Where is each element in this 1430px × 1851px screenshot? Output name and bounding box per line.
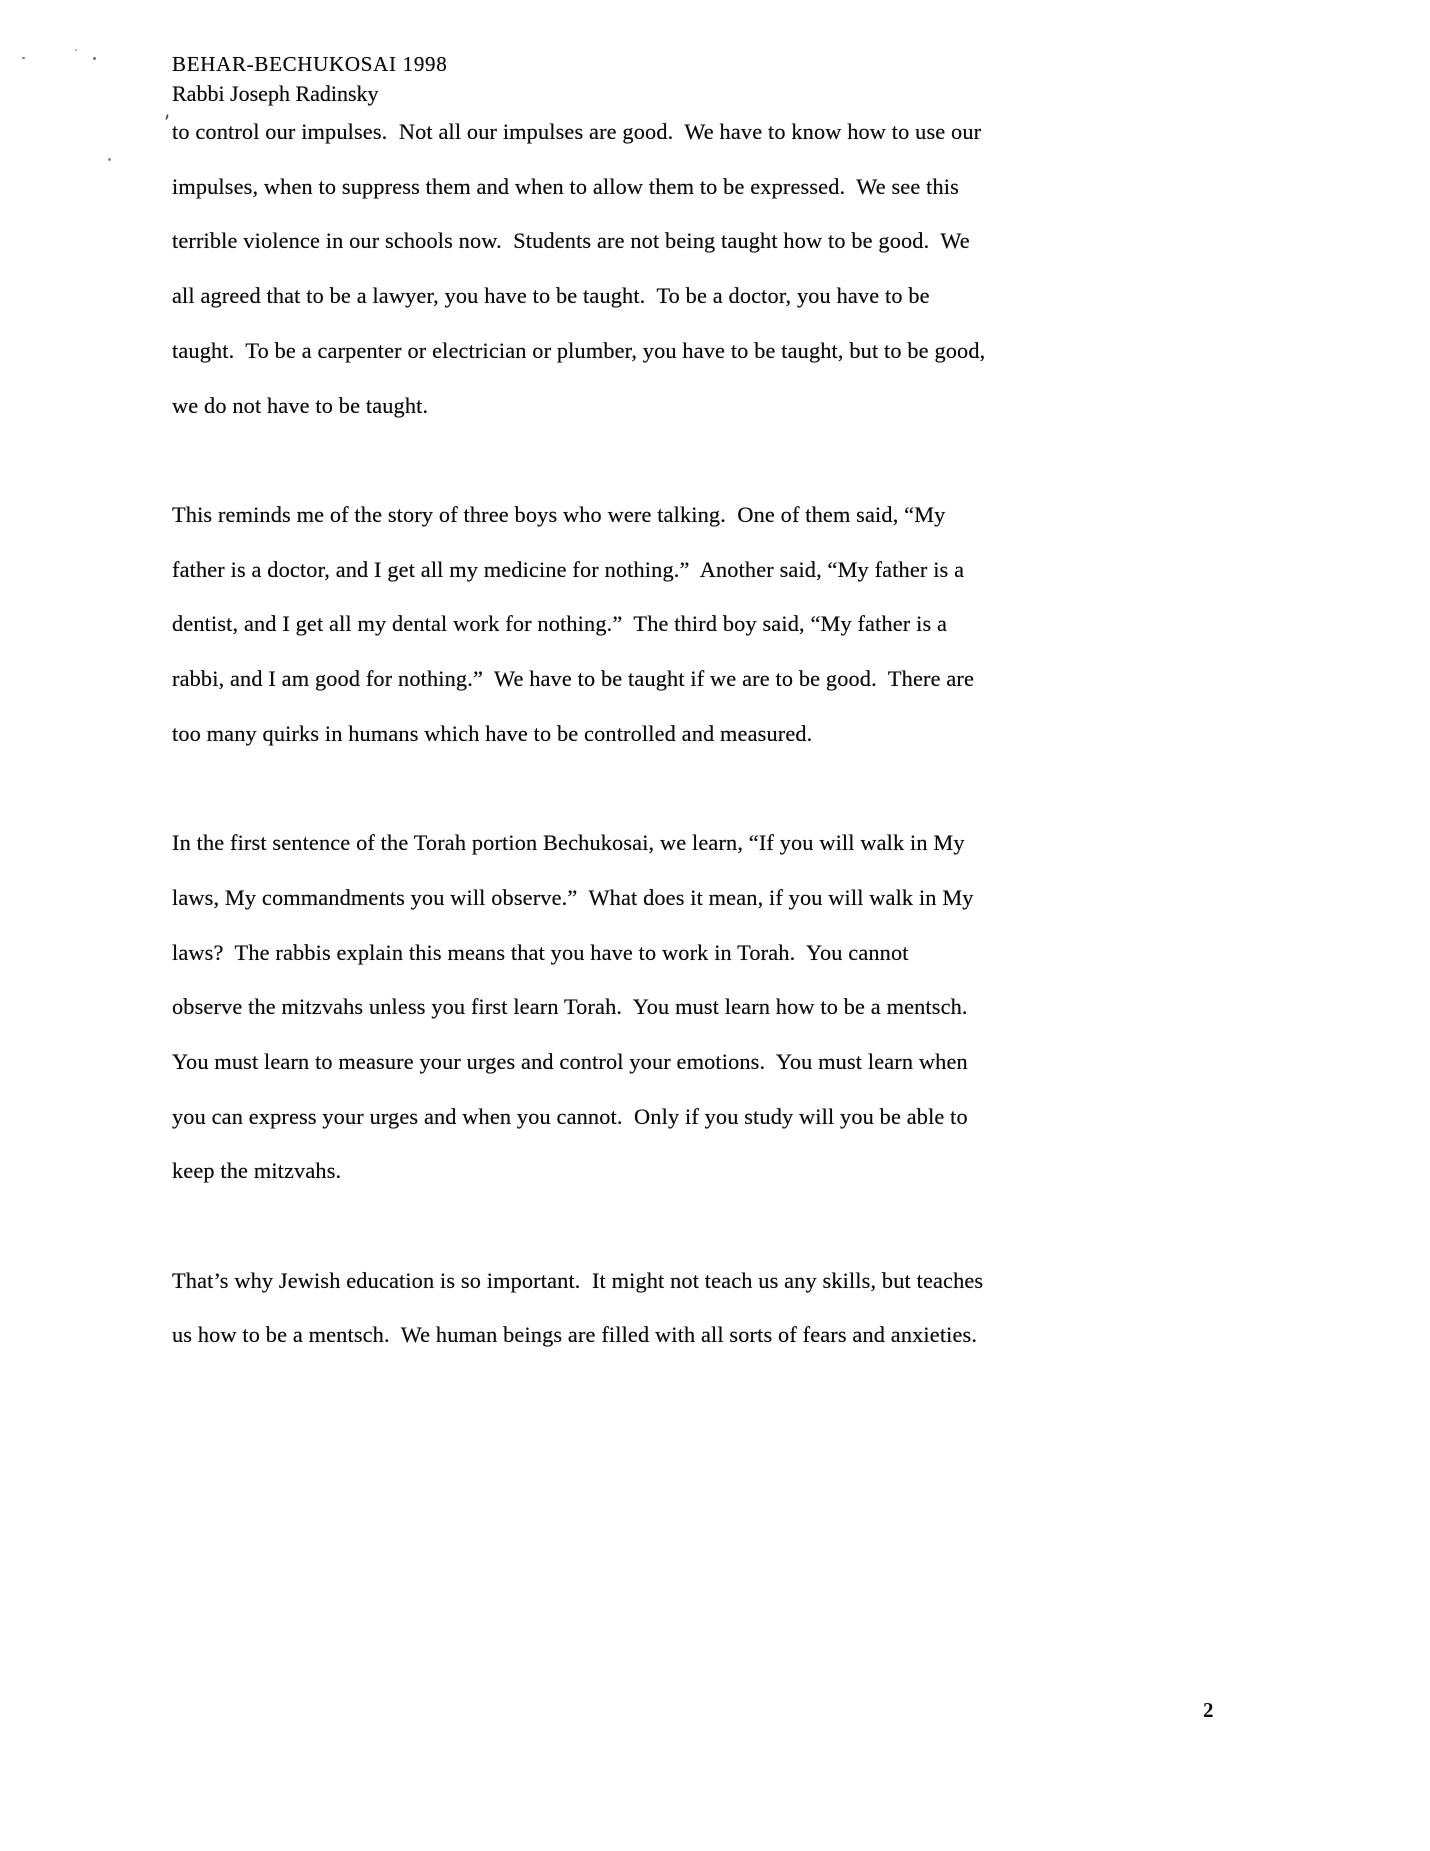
scan-speck xyxy=(93,57,96,60)
text-line: impulses, when to suppress them and when to allow them to be expressed. We see this xyxy=(172,173,959,199)
paragraph xyxy=(172,488,985,762)
document-author: Rabbi Joseph Radinsky xyxy=(172,81,379,106)
text-line: dentist, and I get all my dental work for nothing.” The third boy said, “My father is a xyxy=(172,611,948,637)
text-line: laws? The rabbis explain this means that you have to work in Torah. You cannot xyxy=(172,939,909,965)
text-line: taught. To be a carpenter or electrician or plumber, you have to be taught, but to be good, xyxy=(172,337,986,363)
document-title: BEHAR-BECHUKOSAI 1998 xyxy=(172,52,448,76)
document-header xyxy=(172,52,447,107)
text-line: You must learn to measure your urges and control your emotions. You must learn when xyxy=(172,1048,968,1074)
text-line: too many quirks in humans which have to be controlled and measured. xyxy=(172,720,813,746)
scan-speck xyxy=(75,49,77,51)
text-line: we do not have to be taught. xyxy=(172,392,429,418)
text-line: observe the mitzvahs unless you first learn Torah. You must learn how to be a mentsch. xyxy=(172,994,968,1020)
text-line: That’s why Jewish education is so important. It might not teach us any skills, but teaches xyxy=(172,1267,984,1293)
text-line: terrible violence in our schools now. Students are not being taught how to be good. We xyxy=(172,228,970,254)
page-number: 2 xyxy=(1203,1698,1214,1722)
text-line: you can express your urges and when you cannot. Only if you study will you be able to xyxy=(172,1103,968,1129)
document-body xyxy=(172,105,985,1418)
text-line: rabbi, and I am good for nothing.” We have to be taught if we are to be good. There are xyxy=(172,666,975,692)
paragraph xyxy=(172,105,985,433)
text-line: us how to be a mentsch. We human beings are filled with all sorts of fears and anxieties. xyxy=(172,1322,978,1348)
paragraph xyxy=(172,1254,985,1363)
scan-speck xyxy=(165,114,169,120)
scan-speck xyxy=(22,57,25,59)
scan-speck xyxy=(108,158,111,161)
text-line: father is a doctor, and I get all my medicine for nothing.” Another said, “My father is a xyxy=(172,556,965,582)
text-line: In the first sentence of the Torah portion Bechukosai, we learn, “If you will walk in My xyxy=(172,830,965,856)
text-line: laws, My commandments you will observe.” What does it mean, if you will walk in My xyxy=(172,884,974,910)
text-line: to control our impulses. Not all our impulses are good. We have to know how to use our xyxy=(172,119,982,144)
text-line: keep the mitzvahs. xyxy=(172,1158,342,1184)
text-line: all agreed that to be a lawyer, you have to be taught. To be a doctor, you have to be xyxy=(172,283,930,309)
text-line: This reminds me of the story of three boys who were talking. One of them said, “My xyxy=(172,501,946,527)
paragraph xyxy=(172,816,985,1199)
